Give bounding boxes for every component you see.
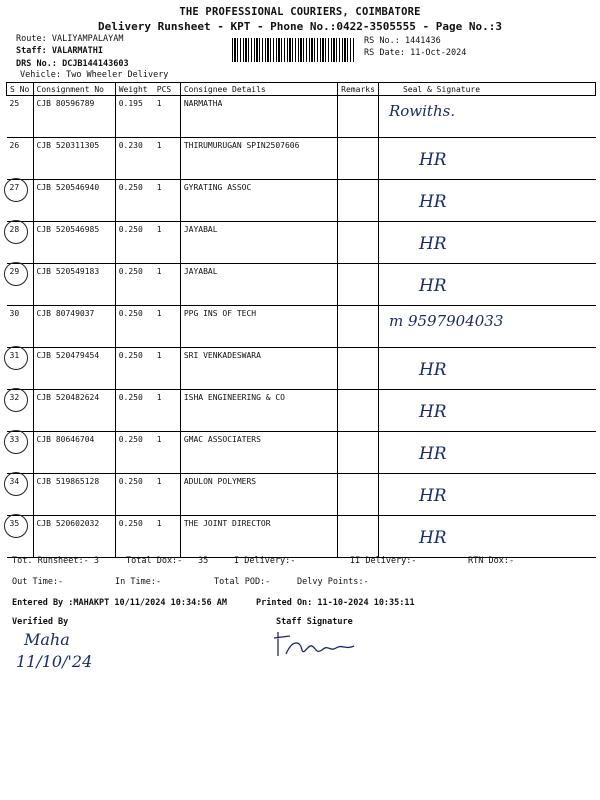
row-pcs-cell [154,474,181,516]
row-weight-cell [115,348,154,390]
col-pcs: PCS [154,83,181,96]
row-signature-cell [378,306,595,348]
handwritten-signature: m 9597904033 [388,312,504,330]
row-consignment-no: CJB 520546940 [36,183,100,192]
verified-handwritten-date: 11/10/'24 [16,652,93,671]
row-consignment-no: CJB 520482624 [36,393,100,402]
col-seal-signature: Seal & Signature [378,83,595,96]
ii-delivery: II Delivery:- [350,556,417,566]
row-signature-cell [378,348,595,390]
rs-date-line [364,48,466,58]
row-pcs-cell [154,348,181,390]
table-row [7,96,596,138]
out-time: Out Time:- [12,577,64,587]
row-consignee-cell [180,474,337,516]
handwritten-signature: HR [418,192,447,212]
rtn-dox: RTN Dox:- [468,556,515,566]
table-row [7,306,596,348]
row-remarks-cell [338,96,379,138]
table-row [7,474,596,516]
row-consignment-no-cell [33,264,115,306]
row-sno: 28 [9,225,20,234]
row-consignment-no-cell [33,516,115,558]
staff-signature-label: Staff Signature [276,617,353,627]
runsheet-subtitle: Delivery Runsheet - KPT - Phone No.:0422-3505555 - Page No.:3 [98,20,502,33]
row-weight-cell [115,264,154,306]
row-consignment-no: CJB 80749037 [36,309,95,318]
entered-by: Entered By :MAHAKPT 10/11/2024 10:34:56 AM [12,598,227,608]
row-pcs-cell [154,516,181,558]
row-consignee-cell [180,432,337,474]
table-row [7,180,596,222]
staff-line [16,46,103,56]
row-consignee: SRI VENKADESWARA [183,351,261,360]
row-consignee-cell [180,138,337,180]
row-signature-cell [378,96,595,138]
row-sno: 33 [9,435,20,444]
row-consignee: PPG INS OF TECH [183,309,257,318]
row-consignee: ISHA ENGINEERING & CO [183,393,285,402]
drs-value: DCJB144143603 [62,59,129,69]
col-weight: Weight [115,83,154,96]
table-row [7,264,596,306]
verified-by: Verified By [12,617,69,627]
table-row [7,432,596,474]
ink-circle-mark [4,472,28,496]
delvy-points: Delvy Points:- [297,577,369,587]
row-sno: 32 [9,393,20,402]
row-consignee: JAYABAL [183,267,218,276]
rs-no-line [364,36,441,46]
row-consignment-no-cell [33,306,115,348]
table-row [7,348,596,390]
row-weight-cell [115,180,154,222]
route-label: Route: [16,34,47,44]
row-pcs: 1 [156,435,162,444]
row-weight: 0.250 [118,183,143,192]
row-consignment-no: CJB 520311305 [36,141,100,150]
row-signature-cell [378,432,595,474]
row-remarks-cell [338,264,379,306]
barcode [232,38,354,62]
row-sno: 31 [9,351,20,360]
row-weight-cell [115,474,154,516]
rs-no-value: 1441436 [404,36,441,46]
ink-circle-mark [4,430,28,454]
row-sno-cell [7,474,34,516]
row-consignment-no-cell [33,138,115,180]
row-pcs: 1 [156,267,162,276]
verified-handwritten-name: Maha [24,630,70,649]
row-sno-cell [7,138,34,180]
row-pcs-cell [154,138,181,180]
row-signature-cell [378,138,595,180]
row-pcs-cell [154,96,181,138]
row-pcs-cell [154,264,181,306]
row-pcs: 1 [156,351,162,360]
row-consignee: THE JOINT DIRECTOR [183,519,271,528]
row-consignment-no-cell [33,180,115,222]
row-weight-cell [115,432,154,474]
row-consignee: ADULON POLYMERS [183,477,257,486]
row-consignee-cell [180,348,337,390]
row-remarks-cell [338,432,379,474]
tot-runsheet: Tot. Runsheet:- 3 [12,556,99,566]
row-pcs-cell [154,306,181,348]
row-consignment-no-cell [33,432,115,474]
row-signature-cell [378,516,595,558]
row-weight: 0.250 [118,309,143,318]
col-consignee: Consignee Details [180,83,337,96]
handwritten-signature: HR [418,234,447,254]
row-remarks-cell [338,180,379,222]
row-remarks-cell [338,348,379,390]
vehicle-value: Two Wheeler Delivery [66,70,169,80]
row-consignment-no: CJB 80596789 [36,99,95,108]
row-remarks-cell [338,516,379,558]
row-consignee-cell [180,180,337,222]
row-sno-cell [7,390,34,432]
handwritten-signature: Rowiths. [388,102,456,120]
row-consignee: GMAC ASSOCIATERS [183,435,261,444]
drs-line [16,59,129,69]
row-consignee: JAYABAL [183,225,218,234]
table-row [7,390,596,432]
row-consignment-no-cell [33,222,115,264]
row-sno: 35 [9,519,20,528]
row-weight: 0.250 [118,393,143,402]
row-pcs-cell [154,180,181,222]
row-signature-cell [378,180,595,222]
row-consignee-cell [180,264,337,306]
row-consignee-cell [180,390,337,432]
row-consignment-no-cell [33,390,115,432]
total-dox-value: 35 [198,556,209,566]
row-consignment-no: CJB 520602032 [36,519,100,528]
row-consignment-no: CJB 519865128 [36,477,100,486]
in-time: In Time:- [115,577,162,587]
staff-label: Staff: [16,46,47,56]
row-sno-cell [7,348,34,390]
row-sno: 34 [9,477,20,486]
staff-value: VALARMATHI [51,46,104,56]
table-row [7,222,596,264]
handwritten-signature: HR [418,402,447,422]
company-title: THE PROFESSIONAL COURIERS, COIMBATORE [179,6,421,18]
row-consignee-cell [180,222,337,264]
row-sno: 29 [9,267,20,276]
route-line [16,34,124,44]
row-consignment-no: CJB 520549183 [36,267,100,276]
rs-date-value: 11-Oct-2024 [410,48,467,58]
row-sno: 27 [9,183,20,192]
row-sno: 25 [9,99,20,108]
row-consignee-cell [180,96,337,138]
total-dox-label: Total Dox:- [126,556,183,566]
row-weight-cell [115,138,154,180]
row-weight-cell [115,516,154,558]
row-pcs-cell [154,432,181,474]
row-sno-cell [7,180,34,222]
col-consignment: Consignment No [33,83,115,96]
row-remarks-cell [338,138,379,180]
col-remarks: Remarks [338,83,379,96]
ink-circle-mark [4,220,28,244]
row-pcs: 1 [156,225,162,234]
row-consignee-cell [180,306,337,348]
total-pod: Total POD:- [214,577,271,587]
row-remarks-cell [338,306,379,348]
row-pcs: 1 [156,141,162,150]
row-signature-cell [378,222,595,264]
rs-date-label: RS Date: [364,48,405,58]
row-consignee: NARMATHA [183,99,223,108]
col-sno: S No [7,83,34,96]
row-weight-cell [115,390,154,432]
row-weight-cell [115,222,154,264]
row-weight: 0.250 [118,267,143,276]
row-pcs: 1 [156,393,162,402]
row-sno-cell [7,264,34,306]
handwritten-signature: HR [418,360,447,380]
ink-circle-mark [4,178,28,202]
table-header-row [7,83,596,96]
row-consignment-no: CJB 520479454 [36,351,100,360]
row-pcs: 1 [156,309,162,318]
row-weight: 0.250 [118,477,143,486]
row-sno-cell [7,306,34,348]
row-signature-cell [378,264,595,306]
handwritten-signature: HR [418,150,447,170]
row-weight: 0.195 [118,99,143,108]
row-consignment-no-cell [33,348,115,390]
row-weight-cell [115,306,154,348]
row-consignment-no: CJB 80646704 [36,435,95,444]
row-weight: 0.250 [118,519,143,528]
ink-circle-mark [4,388,28,412]
row-consignment-no: CJB 520546985 [36,225,100,234]
row-pcs-cell [154,222,181,264]
handwritten-signature: HR [418,276,447,296]
row-consignee: THIRUMURUGAN SPIN2507606 [183,141,300,150]
vehicle-line [20,70,168,80]
row-weight: 0.230 [118,141,143,150]
row-weight-cell [115,96,154,138]
handwritten-signature: HR [418,486,447,506]
rs-no-label: RS No.: [364,36,400,46]
row-pcs: 1 [156,99,162,108]
row-signature-cell [378,474,595,516]
runsheet-table [6,82,596,558]
table-row [7,138,596,180]
handwritten-signature: HR [418,528,447,548]
row-sno-cell [7,96,34,138]
row-sno: 30 [9,309,20,318]
row-weight: 0.250 [118,351,143,360]
row-weight: 0.250 [118,225,143,234]
row-remarks-cell [338,222,379,264]
staff-signature-scribble [272,626,362,662]
row-signature-cell [378,390,595,432]
row-sno-cell [7,516,34,558]
printed-on: Printed On: 11-10-2024 10:35:11 [256,598,415,608]
ink-circle-mark [4,514,28,538]
row-sno-cell [7,222,34,264]
row-pcs: 1 [156,183,162,192]
row-remarks-cell [338,474,379,516]
handwritten-signature: HR [418,444,447,464]
i-delivery: I Delivery:- [234,556,296,566]
row-sno: 26 [9,141,20,150]
row-pcs: 1 [156,519,162,528]
ink-circle-mark [4,262,28,286]
ink-circle-mark [4,346,28,370]
vehicle-label: Vehicle: [20,70,61,80]
row-pcs: 1 [156,477,162,486]
table-row [7,516,596,558]
row-weight: 0.250 [118,435,143,444]
drs-label: DRS No.: [16,59,57,69]
row-consignment-no-cell [33,96,115,138]
row-consignee-cell [180,516,337,558]
row-consignment-no-cell [33,474,115,516]
row-sno-cell [7,432,34,474]
row-remarks-cell [338,390,379,432]
route-value: VALIYAMPALAYAM [51,34,124,44]
row-pcs-cell [154,390,181,432]
row-consignee: GYRATING ASSOC [183,183,252,192]
